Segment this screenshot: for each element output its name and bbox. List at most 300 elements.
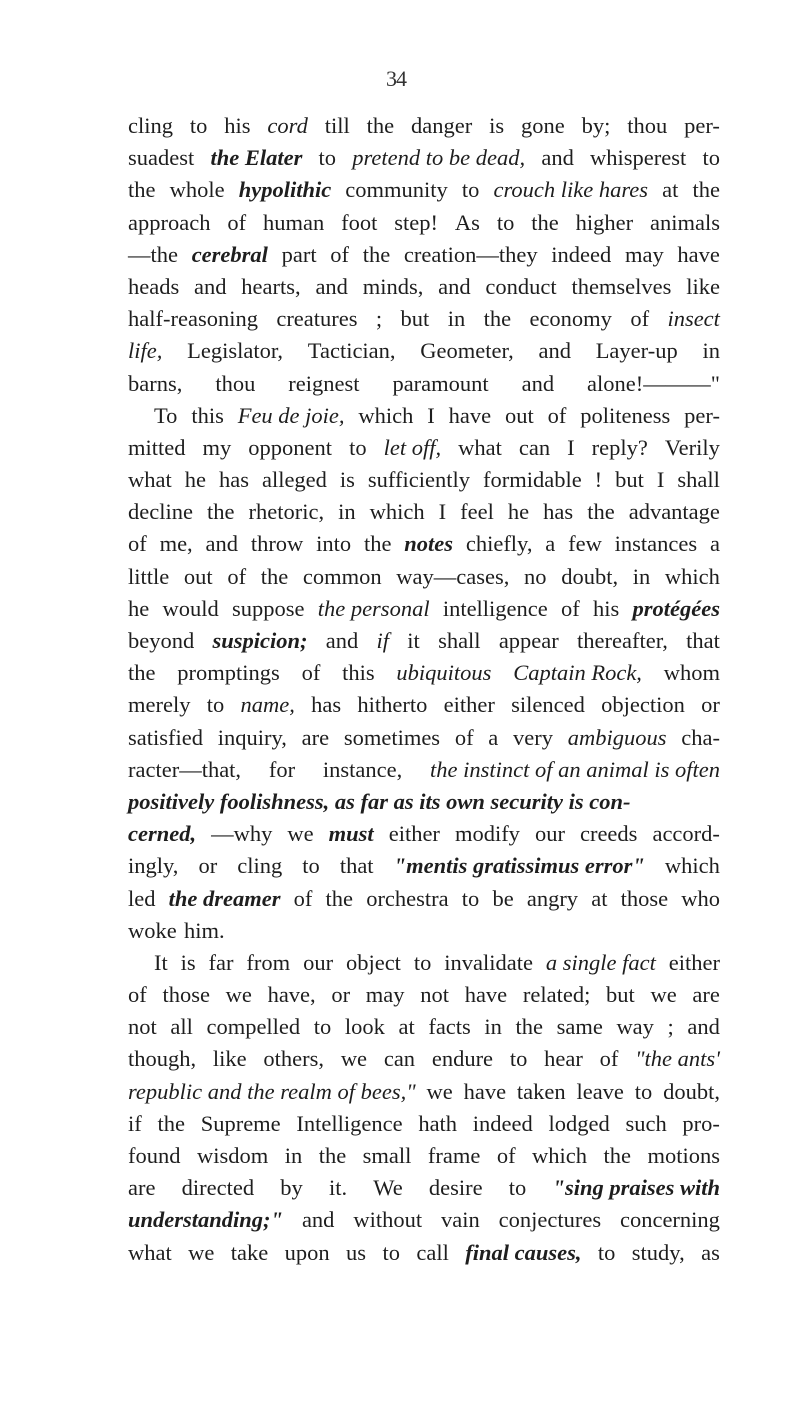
word: has	[311, 692, 342, 718]
word: chiefly,	[465, 531, 533, 557]
word: Geometer,	[420, 338, 514, 364]
text-line	[128, 561, 720, 593]
word: but	[400, 306, 430, 332]
word: the instinct of an animal is often	[430, 756, 720, 782]
word: instance,	[322, 756, 403, 782]
text-line	[128, 303, 720, 335]
word: not	[128, 1014, 157, 1040]
word: this	[342, 660, 375, 686]
word: if	[128, 1110, 142, 1136]
word: to	[597, 1239, 616, 1265]
word: ;	[375, 306, 383, 332]
word: !	[594, 467, 603, 493]
word: a	[709, 531, 720, 557]
word: cha-	[681, 724, 720, 750]
text-line	[128, 528, 720, 560]
word: have,	[267, 982, 316, 1008]
word: is	[180, 949, 196, 975]
word: racter—that,	[128, 756, 242, 782]
body-text	[128, 110, 720, 1269]
word: either	[443, 692, 495, 718]
word: have	[677, 241, 720, 267]
text-line	[128, 1108, 720, 1140]
word: the dreamer	[168, 885, 281, 911]
word: Intelligence	[296, 1110, 403, 1136]
text-line	[128, 1140, 720, 1172]
word: ;	[667, 1014, 674, 1040]
word: step!	[394, 209, 439, 235]
word: Supreme	[200, 1110, 281, 1136]
word: of	[496, 1143, 516, 1168]
word: upon	[284, 1239, 330, 1265]
word: till	[324, 113, 350, 138]
word: motions	[647, 1143, 720, 1168]
word: the	[363, 531, 392, 557]
word: themselves	[571, 273, 672, 299]
word: such	[625, 1110, 667, 1136]
word: and	[687, 1014, 720, 1040]
word: or	[198, 853, 218, 879]
text-line	[128, 1237, 720, 1269]
word: conjectures	[498, 1207, 602, 1233]
word: but	[606, 982, 635, 1008]
word: to	[189, 113, 208, 138]
word: the	[362, 241, 391, 267]
word: higher	[575, 209, 634, 235]
word: which	[369, 499, 425, 525]
text-line	[128, 110, 720, 142]
word: it.	[328, 1175, 348, 1201]
word: orchestra	[366, 885, 449, 911]
word: led	[128, 885, 156, 911]
word: not	[420, 982, 449, 1008]
word: indeed	[472, 1110, 533, 1136]
word: may	[365, 982, 405, 1008]
word: may	[624, 241, 664, 267]
word: what	[128, 1239, 172, 1265]
word: whisperest	[590, 145, 687, 171]
word: doubt,	[663, 1078, 720, 1104]
word: take	[230, 1239, 269, 1265]
word: satisfied	[128, 724, 203, 750]
word: woke	[128, 917, 177, 943]
word: has	[218, 467, 249, 493]
word: has	[543, 499, 574, 525]
word: objection	[601, 692, 685, 718]
word: our	[534, 821, 565, 847]
word: at	[591, 885, 608, 911]
word: and	[541, 145, 574, 171]
word: hearts,	[241, 273, 301, 299]
word: advantage	[628, 499, 720, 525]
word: pretend to be dead,	[352, 145, 526, 171]
word: gone	[520, 113, 565, 138]
word: reply?	[591, 434, 648, 460]
word: intelligence	[442, 595, 548, 621]
word: accord-	[652, 821, 720, 847]
text-line	[128, 368, 720, 400]
word: call	[416, 1239, 449, 1265]
word: are	[128, 1175, 156, 1201]
word: the	[206, 499, 235, 525]
word: and	[325, 628, 359, 653]
word: same	[556, 1014, 603, 1040]
word: creation—they	[403, 241, 538, 267]
word: part	[281, 241, 317, 267]
word: appear	[498, 628, 559, 653]
word: throw	[250, 531, 304, 557]
word: ubiquitous	[396, 660, 492, 686]
word: he	[128, 595, 150, 621]
word: compelled	[206, 1014, 301, 1040]
word: to	[461, 177, 480, 203]
page-number: 34	[386, 66, 406, 91]
word: concerning	[619, 1207, 720, 1233]
text-line	[128, 786, 720, 818]
word: the	[515, 1014, 544, 1040]
word: at	[662, 177, 679, 203]
text-line	[128, 1043, 720, 1075]
text-line	[128, 174, 720, 206]
word: sometimes	[343, 724, 441, 750]
word: the	[603, 1143, 631, 1168]
word: to	[349, 434, 367, 460]
word: "mentis gratissimus error"	[393, 853, 645, 879]
word: our	[303, 949, 334, 975]
word: or	[331, 982, 351, 1008]
word: thou	[627, 113, 668, 138]
word: very	[513, 724, 554, 750]
word: angry	[526, 885, 579, 911]
word: reignest	[288, 370, 360, 396]
word: to	[508, 1175, 527, 1201]
word: in	[484, 1014, 502, 1040]
word: which	[532, 1143, 588, 1168]
word: a	[488, 724, 499, 750]
word: which	[664, 853, 720, 879]
text-line	[128, 722, 720, 754]
word: vain	[440, 1207, 480, 1233]
word: it	[407, 628, 420, 653]
word: have	[448, 402, 492, 428]
word: taken	[516, 1078, 566, 1104]
word: he	[507, 499, 530, 525]
word: if	[376, 628, 390, 653]
word: to	[206, 692, 225, 718]
word: like	[212, 1046, 247, 1072]
word: little	[128, 563, 170, 589]
word: of	[330, 241, 350, 267]
text-line	[128, 271, 720, 303]
word: Tactician,	[307, 338, 396, 364]
word: suadest	[128, 145, 195, 171]
word: and	[205, 531, 238, 557]
word: of	[128, 982, 147, 1008]
word: per-	[684, 113, 720, 138]
text-line	[128, 625, 720, 657]
word: the	[318, 1143, 347, 1168]
word: and	[301, 1207, 335, 1233]
word: politeness	[580, 402, 671, 428]
word: barns,	[128, 370, 183, 396]
word: by;	[581, 113, 611, 138]
text-line	[128, 915, 720, 947]
word: hath	[418, 1110, 458, 1136]
word: the	[587, 499, 615, 525]
word: by	[280, 1175, 303, 1201]
word: "sing praises with	[552, 1175, 720, 1201]
word: heads	[128, 273, 180, 299]
word: I	[656, 467, 665, 493]
text-line	[128, 979, 720, 1011]
word: either	[388, 821, 440, 847]
word: to	[496, 209, 515, 235]
word: wisdom	[196, 1143, 269, 1168]
word: ingly,	[128, 853, 179, 879]
word: cling	[237, 853, 283, 879]
word: those	[162, 982, 210, 1008]
word: whole	[169, 177, 225, 203]
word: in	[632, 563, 651, 589]
word: in	[284, 1143, 303, 1168]
word: us	[346, 1239, 367, 1265]
word: can	[518, 434, 551, 460]
word: formidable	[482, 467, 582, 493]
word: the	[531, 209, 559, 235]
word: insect	[667, 306, 720, 332]
word: but	[615, 467, 644, 493]
word: of	[293, 885, 313, 911]
word: be	[492, 885, 514, 911]
word: thou	[215, 370, 256, 396]
word: As	[454, 209, 480, 235]
word: life,	[128, 338, 163, 364]
word: animals	[649, 209, 720, 235]
word: and	[438, 273, 471, 299]
word: hitherto	[357, 692, 428, 718]
word: Captain Rock,	[513, 660, 642, 686]
text-line	[128, 754, 720, 786]
word: let off,	[383, 434, 442, 460]
word: indeed	[551, 241, 612, 267]
word: ambiguous	[567, 724, 667, 750]
word: way	[616, 1014, 654, 1040]
text-line	[128, 239, 720, 271]
text-line	[128, 947, 720, 979]
word: human	[262, 209, 325, 235]
word: shall	[677, 467, 720, 493]
word: to	[634, 1078, 653, 1104]
text-line	[128, 207, 720, 239]
word: We	[373, 1175, 403, 1201]
text-line	[128, 657, 720, 689]
word: danger	[410, 113, 473, 138]
word: have	[463, 1078, 507, 1104]
word: in	[447, 306, 466, 332]
word: I	[438, 499, 447, 525]
word: modify	[454, 821, 520, 847]
word: to	[413, 949, 432, 975]
text-line	[128, 1204, 720, 1236]
word: as	[701, 1239, 720, 1265]
text-line	[128, 1076, 720, 1108]
word: him.	[183, 917, 225, 943]
word: directed	[181, 1175, 255, 1201]
word: opponent	[248, 434, 333, 460]
word: can	[383, 1046, 416, 1072]
word: instances	[614, 531, 698, 557]
word: would	[162, 595, 219, 621]
word: who	[681, 885, 720, 911]
word: he	[184, 467, 206, 493]
word: cerned,	[128, 821, 197, 847]
word: Legislator,	[187, 338, 284, 364]
word: object	[345, 949, 401, 975]
word: of	[227, 563, 247, 589]
word: suppose	[231, 595, 305, 621]
word: his	[592, 595, 620, 621]
word: me,	[159, 531, 193, 557]
word: alone!———"	[587, 370, 720, 396]
word: my	[202, 434, 232, 460]
word: minds,	[362, 273, 424, 299]
word: and	[315, 273, 348, 299]
word: leave	[576, 1078, 624, 1104]
text-line	[128, 335, 720, 367]
word: a	[545, 531, 556, 557]
word: must	[328, 821, 374, 847]
word: small	[362, 1143, 412, 1168]
word: to	[302, 853, 320, 879]
word: that	[686, 628, 720, 653]
word: way—cases,	[396, 563, 510, 589]
text-line	[128, 400, 720, 432]
word: hear	[544, 1046, 583, 1072]
word: common	[302, 563, 382, 589]
word: final causes,	[465, 1239, 582, 1265]
word: desire	[428, 1175, 483, 1201]
word: creatures	[276, 306, 358, 332]
word: mitted	[128, 434, 186, 460]
word: of	[599, 1046, 619, 1072]
word: what	[458, 434, 502, 460]
word: crouch like hares	[493, 177, 649, 203]
word: paramount	[392, 370, 489, 396]
word: far	[208, 949, 234, 975]
word: republic and the realm of bees,"	[128, 1078, 416, 1104]
word: per-	[684, 402, 720, 428]
word: is	[339, 467, 355, 493]
word: we	[340, 1046, 368, 1072]
word: are	[301, 724, 330, 750]
word: those	[620, 885, 669, 911]
word: cling	[128, 113, 173, 138]
text-line	[128, 464, 720, 496]
text-line	[128, 818, 720, 850]
word: the	[366, 113, 395, 138]
word: which	[358, 402, 414, 428]
word: of	[630, 306, 650, 332]
word: of	[227, 209, 247, 235]
word: whom	[663, 660, 720, 686]
word: we	[287, 821, 314, 847]
word: "the ants'	[635, 1046, 720, 1072]
word: to	[509, 1046, 528, 1072]
word: invalidate	[444, 949, 533, 975]
word: merely	[128, 692, 191, 718]
word: the	[692, 177, 720, 203]
text-line	[128, 1172, 720, 1204]
word: we	[188, 1239, 215, 1265]
word: from	[246, 949, 291, 975]
word: his	[224, 113, 251, 138]
word: have	[464, 982, 508, 1008]
text-line	[128, 1011, 720, 1043]
word: thereafter,	[577, 628, 668, 653]
word: few	[568, 531, 602, 557]
word: related;	[522, 982, 591, 1008]
word: Feu de joie,	[237, 402, 345, 428]
word: lodged	[548, 1110, 610, 1136]
word: we	[225, 982, 252, 1008]
word: the	[483, 306, 512, 332]
word: I	[567, 434, 575, 460]
text-line	[128, 883, 720, 915]
word: rhetoric,	[248, 499, 325, 525]
word: promptings	[177, 660, 280, 686]
word: of	[128, 531, 147, 557]
word: to	[313, 1014, 332, 1040]
word: alleged	[261, 467, 327, 493]
word: the	[260, 563, 289, 589]
word: frame	[427, 1143, 481, 1168]
word: all	[170, 1014, 193, 1040]
word: and	[521, 370, 555, 396]
word: at	[398, 1014, 415, 1040]
word: out	[183, 563, 213, 589]
word: are	[692, 982, 720, 1008]
word: doubt,	[561, 563, 619, 589]
word: study,	[631, 1239, 685, 1265]
word: approach	[128, 209, 211, 235]
word: look	[344, 1014, 385, 1040]
word: half-reasoning	[128, 306, 258, 332]
word: name,	[240, 692, 295, 718]
word: facts	[428, 1014, 471, 1040]
word: we	[650, 982, 677, 1008]
word: in	[338, 499, 356, 525]
text-line	[128, 593, 720, 625]
word: beyond	[128, 628, 195, 653]
word: pro-	[682, 1110, 720, 1136]
text-line	[128, 850, 720, 882]
word: silenced	[511, 692, 585, 718]
word: to	[318, 145, 337, 171]
word: cerebral	[191, 241, 268, 267]
word: suspicion;	[212, 628, 308, 653]
word: found	[128, 1143, 181, 1168]
word: no	[524, 563, 547, 589]
word: conduct	[485, 273, 557, 299]
word: either	[668, 949, 720, 975]
word: though,	[128, 1046, 197, 1072]
word: inquiry,	[217, 724, 287, 750]
word: of	[301, 660, 321, 686]
word: Verily	[664, 434, 720, 460]
word: —why	[211, 821, 273, 847]
word: notes	[404, 531, 454, 557]
word: It	[154, 949, 168, 975]
